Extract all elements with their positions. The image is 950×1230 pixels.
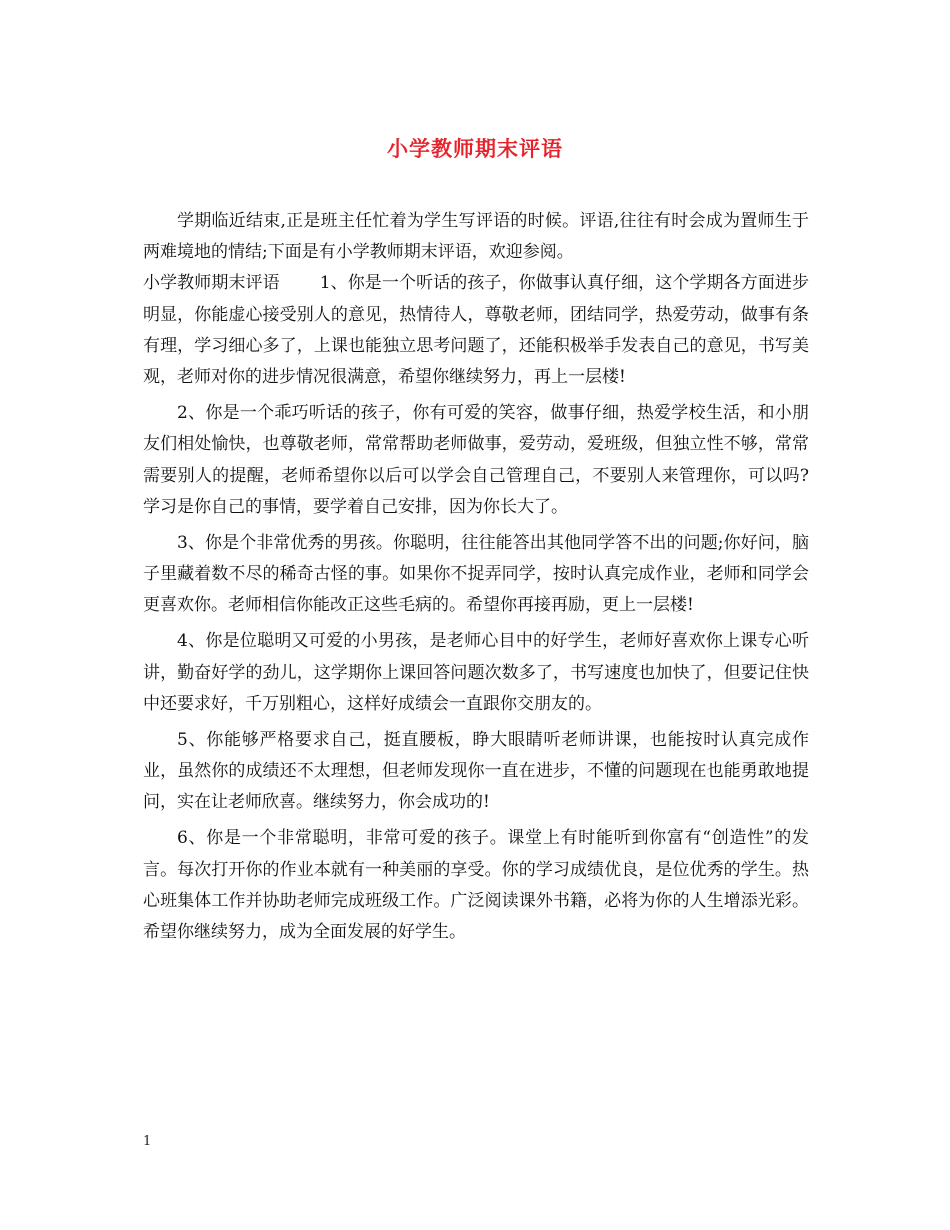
comment-paragraph-5: 5、你能够严格要求自己，挺直腰板，睁大眼睛听老师讲课，也能按时认真完成作业，虽然你的成绩还不太理想，但老师发现你一直在进步，不懂的问题现在也能勇敢地提问，实在让老师欣喜。继续努力，你会成功的! — [143, 729, 809, 813]
comment-text-1: 1、你是一个听话的孩子，你做事认真仔细，这个学期各方面进步明显，你能虚心接受别人的意见，热情待人，尊敬老师，团结同学，热爱劳动，做事有条有理，学习细心多了，上课也能独立思考问题了，还能积极举手发表自己的意见，书写美观，老师对你的进步情况很满意，希望你继续努力，再上一层楼! — [143, 273, 810, 388]
comment-paragraph-1 — [143, 268, 809, 393]
document-body — [143, 206, 809, 953]
comment-paragraph-4: 4、你是位聪明又可爱的小男孩，是老师心目中的好学生，老师好喜欢你上课专心听讲，勤奋好学的劲儿，这学期你上课回答问题次数多了，书写速度也加快了，但要记住快中还要求好，千万别粗心，这样好成绩会一直跟你交朋友的。 — [143, 631, 809, 714]
section-heading: 小学教师期末评语 — [143, 273, 280, 294]
intro-paragraph: 学期临近结束,正是班主任忙着为学生写评语的时候。评语,往往有时会成为置师生于两难境地的情结;下面是有小学教师期末评语，欢迎参阅。 — [143, 211, 809, 263]
comment-paragraph-2: 2、你是一个乖巧听话的孩子，你有可爱的笑容，做事仔细，热爱学校生活，和小朋友们相处愉快，也尊敬老师，常常帮助老师做事，爱劳动，爱班级，但独立性不够，常常需要别人的提醒，老师希望你以后可以学会自己管理自己，不要别人来管理你，可以吗?学习是你自己的事情，要学着自己安排，因为你长大了。 — [143, 403, 809, 517]
comment-paragraph-6: 6、你是一个非常聪明，非常可爱的孩子。课堂上有时能听到你富有“创造性”的发言。每次打开你的作业本就有一种美丽的享受。你的学习成绩优良，是位优秀的学生。热心班集体工作并协助老师完成班级工作。广泛阅读课外书籍，必将为你的人生增添光彩。希望你继续努力，成为全面发展的好学生。 — [143, 828, 809, 942]
comment-paragraph-3: 3、你是个非常优秀的男孩。你聪明，往往能答出其他同学答不出的问题;你好问，脑子里藏着数不尽的稀奇古怪的事。如果你不捉弄同学，按时认真完成作业，老师和同学会更喜欢你。老师相信你能改正这些毛病的。希望你再接再励，更上一层楼! — [143, 532, 809, 616]
page-number: 1 — [143, 1134, 152, 1149]
document-title: 小学教师期末评语 — [387, 136, 563, 161]
